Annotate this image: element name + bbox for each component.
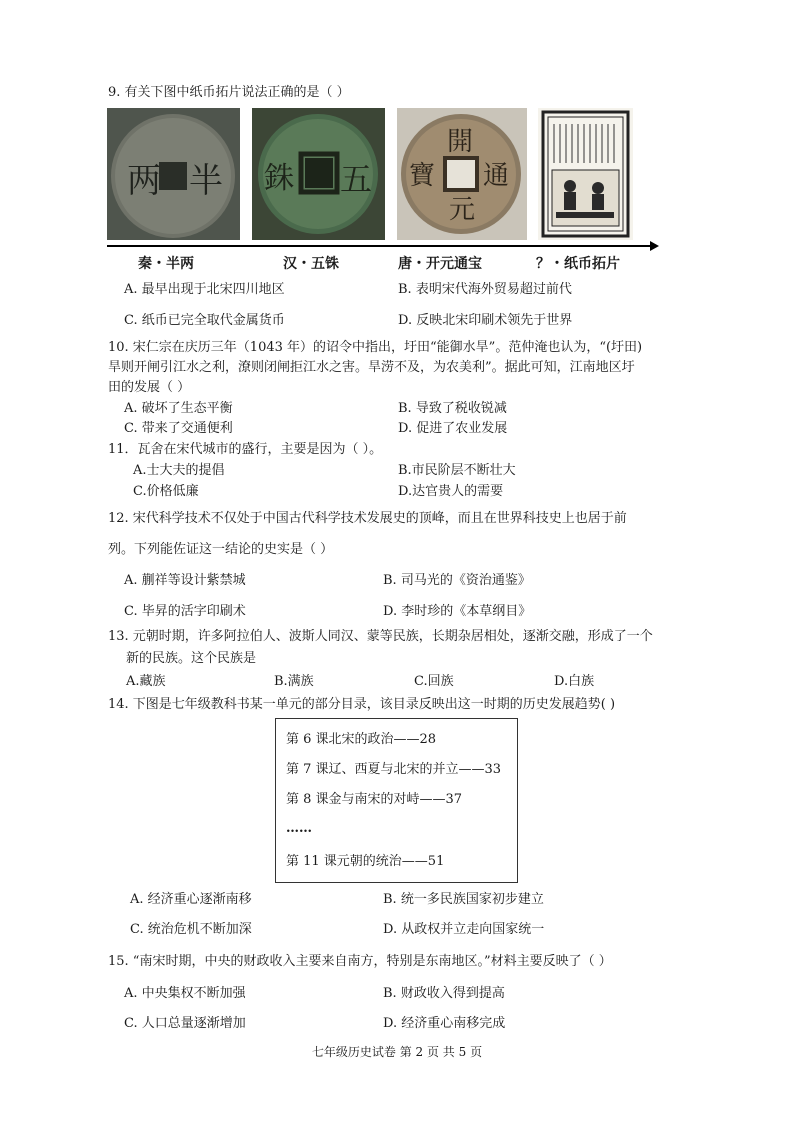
q14-option-c[interactable]: C. 统治危机不断加深 <box>130 922 252 937</box>
q12-option-c[interactable]: C. 毕昇的活字印刷术 <box>124 604 246 619</box>
caption-qin: 秦・半两 <box>138 256 194 272</box>
q9-stem: 9. 有关下图中纸币拓片说法正确的是（ ） <box>108 85 350 100</box>
q11-stem: 11．瓦舍在宋代城市的盛行，主要是因为（ ）。 <box>108 442 383 457</box>
toc-entry-lesson7: 第 7 课辽、西夏与北宋的并立——33 <box>286 762 502 777</box>
coin3-char-top: 開 <box>447 127 474 157</box>
coin1-char-left: 两 <box>127 161 161 201</box>
paper-money-rubbing-image <box>538 108 633 240</box>
q9-option-c[interactable]: C. 纸币已完全取代金属货币 <box>124 313 285 328</box>
coin2-char-left: 銖 <box>264 161 294 196</box>
coin1-char-right: 半 <box>189 161 223 201</box>
coin-wuzhu-image <box>252 108 385 240</box>
q11-option-c[interactable]: C.价格低廉 <box>133 484 199 499</box>
q13-option-c[interactable]: C.回族 <box>414 674 454 689</box>
q13-option-d[interactable]: D.白族 <box>554 674 595 689</box>
caption-paper: ？・纸币拓片 <box>536 256 620 272</box>
q12-line-2: 列。下列能佐证这一结论的史实是（ ） <box>108 542 334 557</box>
q10-line-3: 田的发展（ ） <box>108 380 191 395</box>
q14-option-d[interactable]: D. 从政权并立走向国家统一 <box>383 922 545 937</box>
q9-option-b[interactable]: B. 表明宋代海外贸易超过前代 <box>398 282 572 297</box>
toc-ellipsis: …… <box>286 821 312 836</box>
coin-kaiyuan-image <box>397 108 527 240</box>
timeline-arrow <box>105 240 660 252</box>
q13-option-a[interactable]: A.藏族 <box>126 674 166 689</box>
q10-line-2: 旱则开闸引江水之利，潦则闭闸拒江水之害。旱涝不及，为农美利”。据此可知，江南地区圩 <box>108 360 635 375</box>
q10-line-1: 10. 宋仁宗在庆历三年（1043 年）的诏令中指出，圩田“能御水旱”。范仲淹也认为，“(圩田) <box>108 340 643 355</box>
q15-option-b[interactable]: B. 财政收入得到提高 <box>383 986 505 1001</box>
q13-option-b[interactable]: B.满族 <box>274 674 314 689</box>
q11-option-d[interactable]: D.达官贵人的需要 <box>398 484 504 499</box>
q14-stem: 14. 下图是七年级教科书某一单元的部分目录，该目录反映出这一时期的历史发展趋势( ) <box>108 697 616 712</box>
q13-line-1: 13. 元朝时期，许多阿拉伯人、波斯人同汉、蒙等民族，长期杂居相处，逐渐交融，形成了一个 <box>108 629 653 644</box>
caption-han: 汉・五铢 <box>283 256 339 272</box>
caption-tang: 唐・开元通宝 <box>398 256 482 272</box>
q11-option-b[interactable]: B.市民阶层不断壮大 <box>398 463 516 478</box>
q15-option-a[interactable]: A. 中央集权不断加强 <box>124 986 246 1001</box>
q12-line-1: 12. 宋代科学技术不仅处于中国古代科学技术发展史的顶峰，而且在世界科技史上也居于前 <box>108 511 627 526</box>
q13-line-2: 新的民族。这个民族是 <box>126 651 257 666</box>
q9-option-d[interactable]: D. 反映北宋印刷术领先于世界 <box>398 313 573 328</box>
coin-banliang-image <box>107 108 240 240</box>
q10-option-b[interactable]: B. 导致了税收锐减 <box>398 401 507 416</box>
coin2-char-right: 五 <box>340 160 373 198</box>
toc-entry-lesson6: 第 6 课北宋的政治——28 <box>286 732 437 747</box>
coin3-char-right: 通 <box>483 161 510 191</box>
q14-option-a[interactable]: A. 经济重心逐渐南移 <box>130 892 252 907</box>
q10-option-c[interactable]: C. 带来了交通便利 <box>124 421 233 436</box>
q14-option-b[interactable]: B. 统一多民族国家初步建立 <box>383 892 544 907</box>
q9-option-a[interactable]: A. 最早出现于北宋四川地区 <box>124 282 285 297</box>
q12-option-b[interactable]: B. 司马光的《资治通鉴》 <box>383 573 531 588</box>
textbook-toc-box <box>275 718 518 883</box>
toc-entry-lesson8: 第 8 课金与南宋的对峙——37 <box>286 792 463 807</box>
q12-option-d[interactable]: D. 李时珍的《本草纲目》 <box>383 604 532 619</box>
q15-option-d[interactable]: D. 经济重心南移完成 <box>383 1016 506 1031</box>
q15-option-c[interactable]: C. 人口总量逐渐增加 <box>124 1016 246 1031</box>
q15-stem: 15. “南宋时期，中央的财政收入主要来自南方，特别是东南地区。”材料主要反映了（ ） <box>108 954 612 969</box>
toc-entry-lesson11: 第 11 课元朝的统治——51 <box>286 854 445 869</box>
q11-option-a[interactable]: A.士大夫的提倡 <box>133 463 225 478</box>
coin3-char-bottom: 元 <box>449 195 476 225</box>
q10-option-a[interactable]: A. 破坏了生态平衡 <box>124 401 233 416</box>
page-footer: 七年级历史试卷 第 2 页 共 5 页 <box>311 1045 483 1059</box>
q10-option-d[interactable]: D. 促进了农业发展 <box>398 421 508 436</box>
q12-option-a[interactable]: A. 蒯祥等设计紫禁城 <box>124 573 246 588</box>
coin3-char-left: 寶 <box>409 161 436 191</box>
